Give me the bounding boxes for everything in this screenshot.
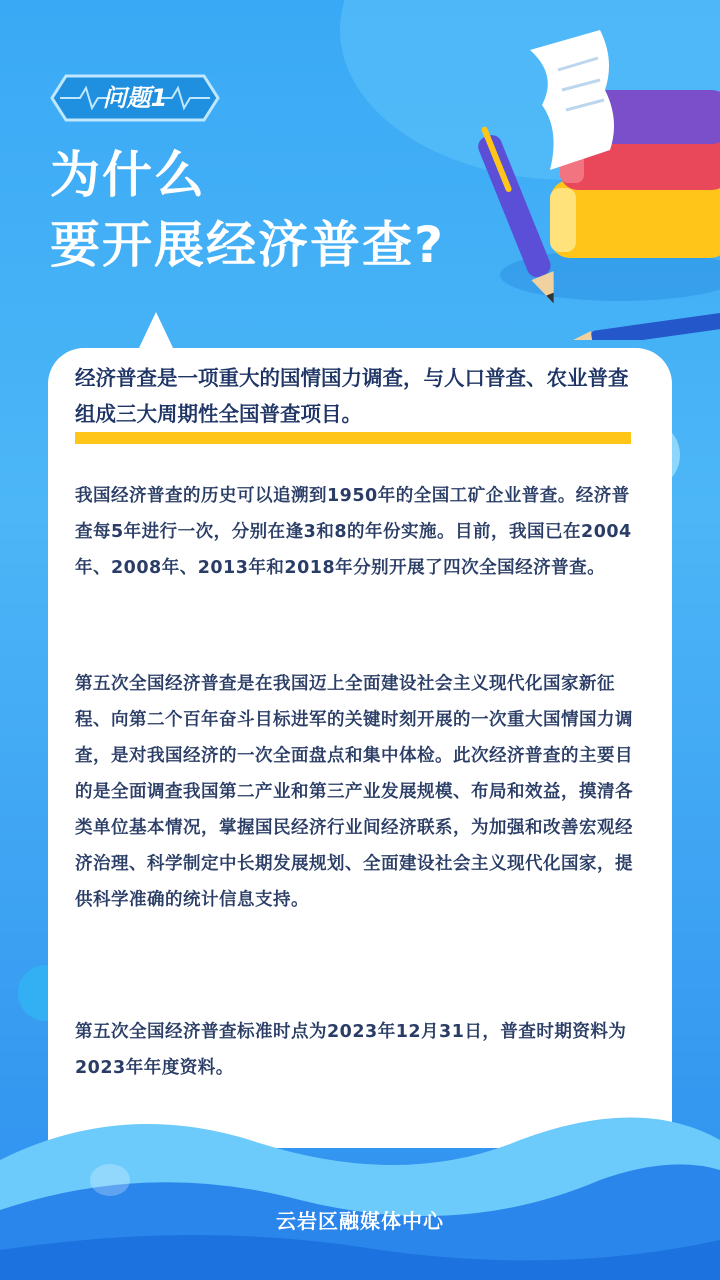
- paragraph-reference-time: 第五次全国经济普查标准时点为2023年12月31日，普查时期资料为2023年年度资料。: [75, 1022, 627, 1078]
- lead-underline: [75, 432, 631, 444]
- card-tail: [138, 312, 174, 350]
- books-illustration: [470, 20, 720, 340]
- title-line-1: 为什么: [50, 146, 206, 204]
- bottom-wave: [0, 1100, 720, 1280]
- question-badge-label: 问题1: [102, 84, 168, 112]
- paragraph-history: 我国经济普查的历史可以追溯到1950年的全国工矿企业普查。经济普查每5年进行一次，分别在逢3和8的年份实施。目前，我国已在2004年、2008年、2013年和2018年分别开展了四次全国经济普查。: [75, 486, 632, 578]
- lead-text: 经济普查是一项重大的国情国力调查，与人口普查、农业普查组成三大周期性全国普查项目。: [75, 366, 629, 426]
- title-line-2: 要开展经济普查?: [50, 216, 446, 274]
- page-title: [50, 140, 445, 280]
- footer-org: 云岩区融媒体中心: [276, 1209, 444, 1233]
- paragraph-fifth-census: 第五次全国经济普查是在我国迈上全面建设社会主义现代化国家新征程、向第二个百年奋斗目标进军的关键时刻开展的一次重大国情国力调查，是对我国经济的一次全面盘点和集中体检。此次经济普查的主要目的是全面调查我国第二产业和第三产业发展规模、布局和效益，摸清各类单位基本情况，掌握国民经济行业间经济联系，为加强和改善宏观经济治理、科学制定中长期发展规划、全面建设社会主义现代化国家，提供科学准确的统计信息支持。: [75, 674, 633, 910]
